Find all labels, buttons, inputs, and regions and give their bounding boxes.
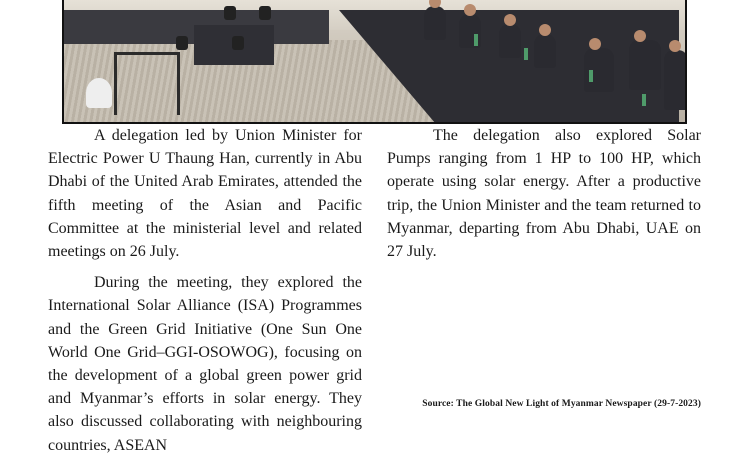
source-credit: Source: The Global New Light of Myanmar Newspaper (29-7-2023): [422, 399, 701, 409]
photo-chair: [232, 36, 244, 50]
photo-person: [424, 6, 446, 40]
photo-bottle: [642, 94, 646, 106]
photo-bottle: [524, 48, 528, 60]
photo-camera: [86, 78, 112, 108]
photo-chair: [259, 6, 271, 20]
photo-person: [664, 50, 687, 110]
article-right-column: [387, 124, 701, 263]
photo-person: [534, 34, 556, 68]
photo-bottle: [589, 70, 593, 82]
photo-person: [629, 40, 661, 90]
photo-bottle: [474, 34, 478, 46]
article-paragraph: During the meeting, they explored the International Solar Alliance (ISA) Programmes and the Green Grid Initiative (One Sun One World One Grid–GGI-OSOWOG), focusing on the development of a global green power grid and Myanmar’s efforts in solar energy. They also discussed collaborating with neighbouring countries, ASEAN: [48, 274, 362, 454]
article-paragraph: A delegation led by Union Minister for Electric Power U Thaung Han, currently in Abu Dhabi of the United Arab Emirates, attended the fifth meeting of the Asian and Pacific Committee at the ministerial level and related meetings on 26 July.: [48, 127, 362, 261]
photo-chair: [176, 36, 188, 50]
photo-person: [499, 24, 521, 58]
photo-chair: [224, 6, 236, 20]
meeting-photo: [62, 0, 687, 124]
article-paragraph: The delegation also explored Solar Pumps ranging from 1 HP to 100 HP, which operate using solar energy. After a productive trip, the Union Minister and the team returned to Myanmar, departing from Abu Dhabi, UAE on 27 July.: [387, 127, 701, 261]
article-left-column: [48, 124, 362, 457]
photo-stand: [114, 52, 180, 115]
